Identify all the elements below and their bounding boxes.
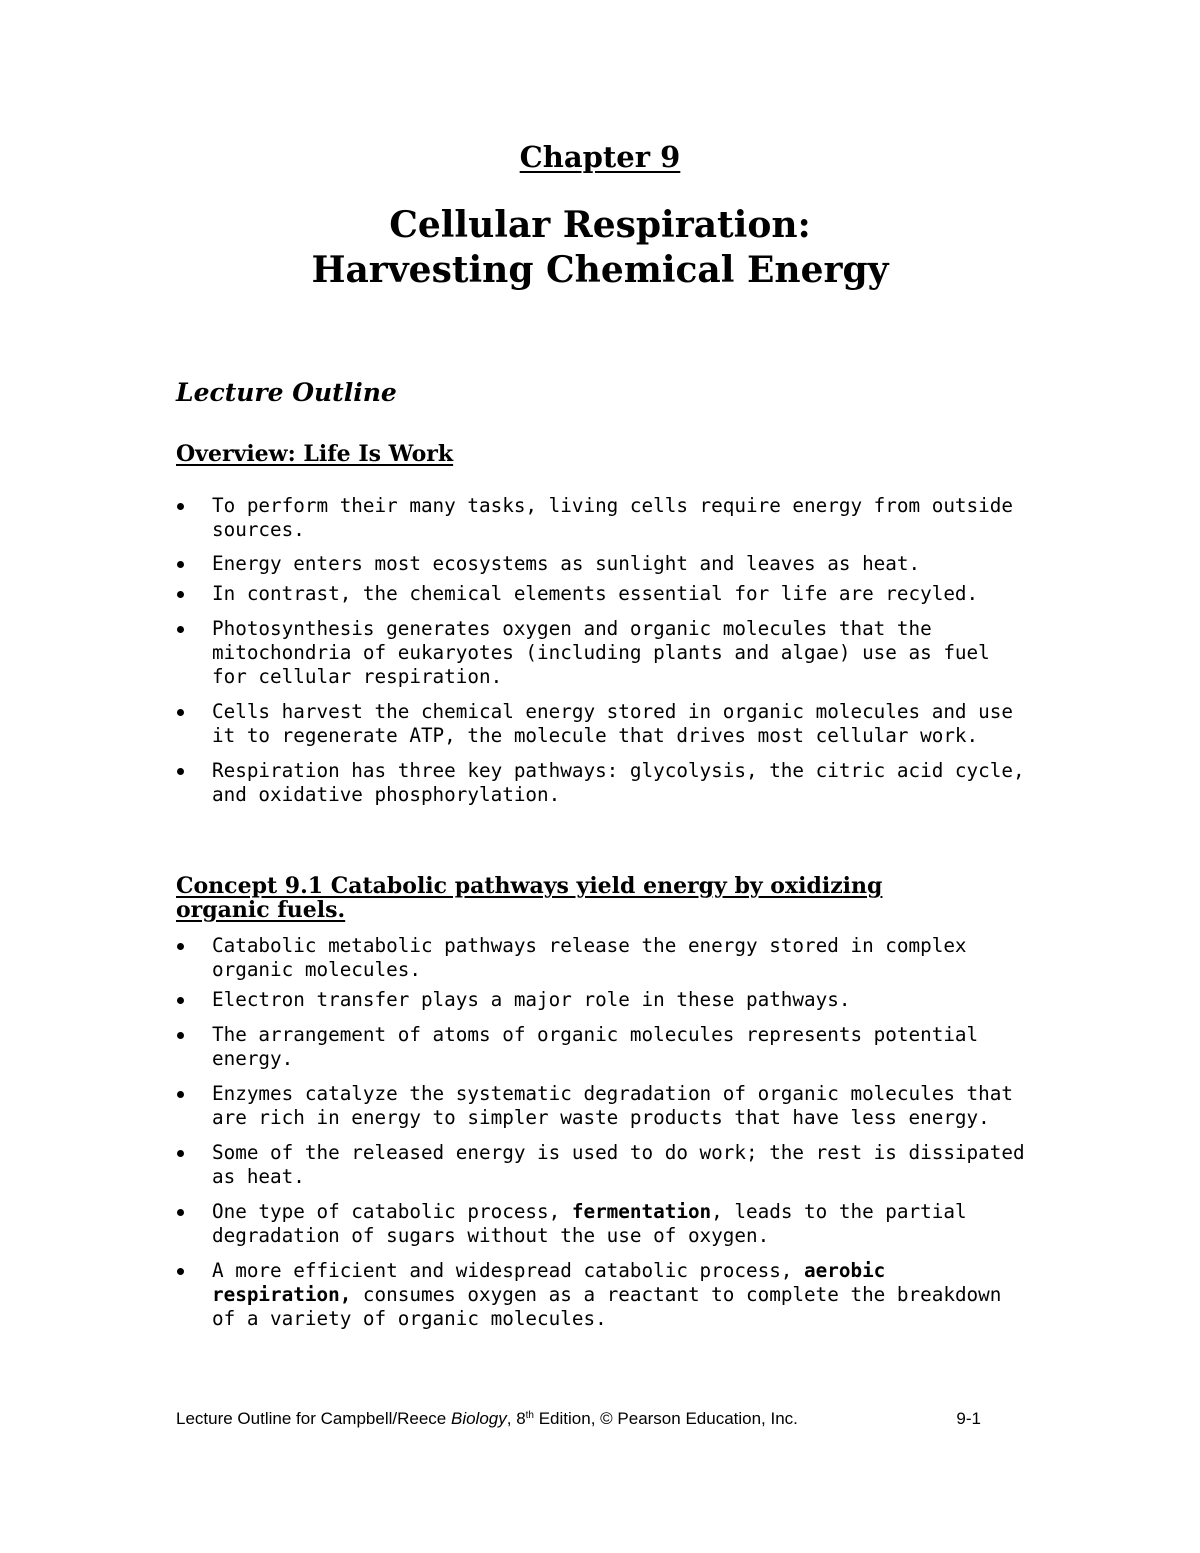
lecture-outline-heading: Lecture Outline (176, 378, 397, 407)
concept-bullet-list (176, 934, 1036, 1331)
overview-bullet: Respiration has three key pathways: glycolysis, the citric acid cycle, and oxidative phosphorylation. (176, 759, 1036, 807)
aerobic-respiration-bullet: A more efficient and widespread catabolic process, aerobic respiration, consumes oxygen as a reactant to complete the breakdown of a variety of organic molecules. (176, 1259, 1036, 1331)
page-footer: Lecture Outline for Campbell/Reece Biology, 8th Edition, © Pearson Education, Inc. 9-1 (176, 1409, 981, 1428)
overview-heading: Overview: Life Is Work (176, 441, 454, 467)
chapter-title (0, 203, 1200, 293)
concept-heading-line-2: organic fuels. (176, 897, 346, 923)
overview-bullet-list (176, 494, 1036, 807)
concept-bullet: Some of the released energy is used to do work; the rest is dissipated as heat. (176, 1141, 1036, 1189)
book-title: Biology (450, 1409, 507, 1428)
concept-bullet: Electron transfer plays a major role in these pathways. (176, 988, 1036, 1012)
overview-bullet: To perform their many tasks, living cells require energy from outside sources. (176, 494, 1036, 542)
overview-bullet: In contrast, the chemical elements essential for life are recyled. (176, 582, 1036, 606)
fermentation-bullet: One type of catabolic process, fermentation, leads to the partial degradation of sugars without the use of oxygen. (176, 1200, 1036, 1248)
chapter-title-line-1: Cellular Respiration: (389, 204, 811, 246)
concept-bullet: Enzymes catalyze the systematic degradation of organic molecules that are rich in energy to simpler waste products that have less energy. (176, 1082, 1036, 1130)
chapter-label: Chapter 9 (519, 140, 681, 174)
fermentation-term: fermentation (571, 1200, 712, 1223)
concept-9-1-heading (176, 874, 996, 922)
page-number: 9-1 (956, 1409, 981, 1428)
aerobic-respiration-term: aerobic respiration, (212, 1259, 886, 1306)
chapter-title-line-2: Harvesting Chemical Energy (311, 249, 889, 291)
concept-heading-line-1: Concept 9.1 Catabolic pathways yield energy by oxidizing (176, 873, 883, 899)
concept-bullet: The arrangement of atoms of organic molecules represents potential energy. (176, 1023, 1036, 1071)
overview-bullet: Photosynthesis generates oxygen and organic molecules that the mitochondria of eukaryotes (including plants and algae) use as fuel for cellular respiration. (176, 617, 1036, 689)
overview-bullet: Cells harvest the chemical energy stored in organic molecules and use it to regenerate ATP, the molecule that drives most cellular work. (176, 700, 1036, 748)
concept-bullet: Catabolic metabolic pathways release the energy stored in complex organic molecules. (176, 934, 1036, 982)
overview-bullet: Energy enters most ecosystems as sunlight and leaves as heat. (176, 552, 1036, 576)
